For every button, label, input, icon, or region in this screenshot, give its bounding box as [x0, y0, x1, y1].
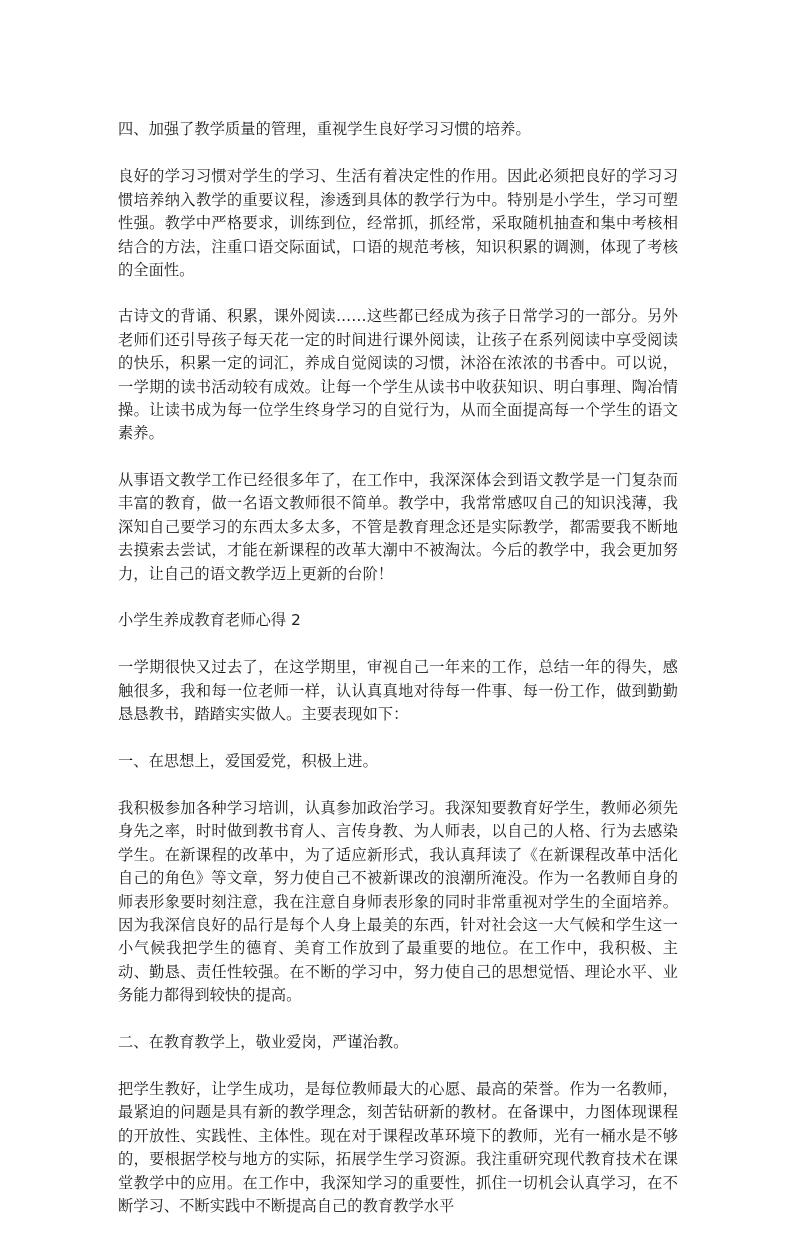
section-heading-2: 二、在教育教学上，敬业爱岗，严谨治教。 — [118, 1032, 409, 1051]
section-heading-4: 四、加强了教学质量的管理，重视学生良好学习习惯的培养。 — [118, 120, 531, 138]
document-page — [118, 118, 678, 1241]
section-heading-1: 一、在思想上，爱国爱党，积极上进。 — [118, 751, 378, 770]
paragraph-reading: 古诗文的背诵、积累，课外阅读……这些都已经成为孩子日常学习的一部分。另外老师们还引导孩子每天花一定的时间进行课外阅读，让孩子在系列阅读中享受阅读的快乐，积累一定的词汇，养成自觉阅读的习惯，沐浴在浓浓的书香中。可以说，一学期的读书活动较有成效。让每一个学生从读书中收获知识、明白事理、陶冶情操。让读书成为每一位学生终身学习的自觉行为，从而全面提高每一个学生的语文素养。 — [118, 307, 678, 443]
paragraph-ideology: 我积极参加各种学习培训，认真参加政治学习。我深知要教育好学生，教师必须先身先之率，时时做到教书育人、言传身教、为人师表，以自己的人格、行为去感染学生。在新课程的改革中，为了适应新形式，我认真拜读了《在新课程改革中活化自己的角色》等文章，努力使自己不被新课改的浪潮所淹没。作为一名教师自身的师表形象要时刻注意，我在注意自身师表形象的同时非常重视对学生的全面培养。因为我深信良好的品行是每个人身上最美的东西，针对社会这一大气候和学生这一小气候我把学生的德育、美育工作放到了最重要的地位。在工作中，我积极、主动、勤恳、责任性较强。在不断的学习中，努力使自己的思想觉悟、理论水平、业务能力都得到较快的提高。 — [118, 798, 678, 1005]
paragraph-reflection: 从事语文教学工作已经很多年了，在工作中，我深深体会到语文教学是一门复杂而丰富的教育，做一名语文教师很不简单。教学中，我常常感叹自己的知识浅薄，我深知自己要学习的东西太多太多，不管是教育理念还是实际教学，都需要我不断地去摸索去尝试，才能在新课程的改革大潮中不被淘汰。今后的教学中，我会更加努力，让自己的语文教学迈上更新的台阶！ — [118, 470, 678, 583]
paragraph-teaching: 把学生教好，让学生成功，是每位教师最大的心愿、最高的荣誉。作为一名教师，最紧迫的问题是具有新的教学理念，刻苦钻研新的教材。在备课中，力图体现课程的开放性、实践性、主体性。现在对于课程改革环境下的教师，光有一桶水是不够的，要根据学校与地方的实际，拓展学生学习资源。我注重研究现代教育技术在课堂教学中的应用。在工作中，我深知学习的重要性，抓住一切机会认真学习，在不断学习、不断实践中不断提高自己的教育教学水平 — [118, 1080, 678, 1216]
paragraph-study-habits: 良好的学习习惯对学生的学习、生活有着决定性的作用。因此必须把良好的学习习惯培养纳入教学的重要议程，渗透到具体的教学行为中。特别是小学生，学习可塑性强。教学中严格要求，训练到位，经常抓，抓经常，采取随机抽查和集中考核相结合的方法，注重口语交际面试，口语的规范考核，知识积累的调测，体现了考核的全面性。 — [118, 167, 678, 280]
article-subtitle: 小学生养成教育老师心得 2 — [118, 610, 301, 629]
paragraph-intro: 一学期很快又过去了，在这学期里，审视自己一年来的工作，总结一年的得失，感触很多，我和每一位老师一样，认认真真地对待每一件事、每一份工作，做到勤勤恳恳教书，踏踏实实做人。主要表现如下： — [118, 658, 678, 724]
